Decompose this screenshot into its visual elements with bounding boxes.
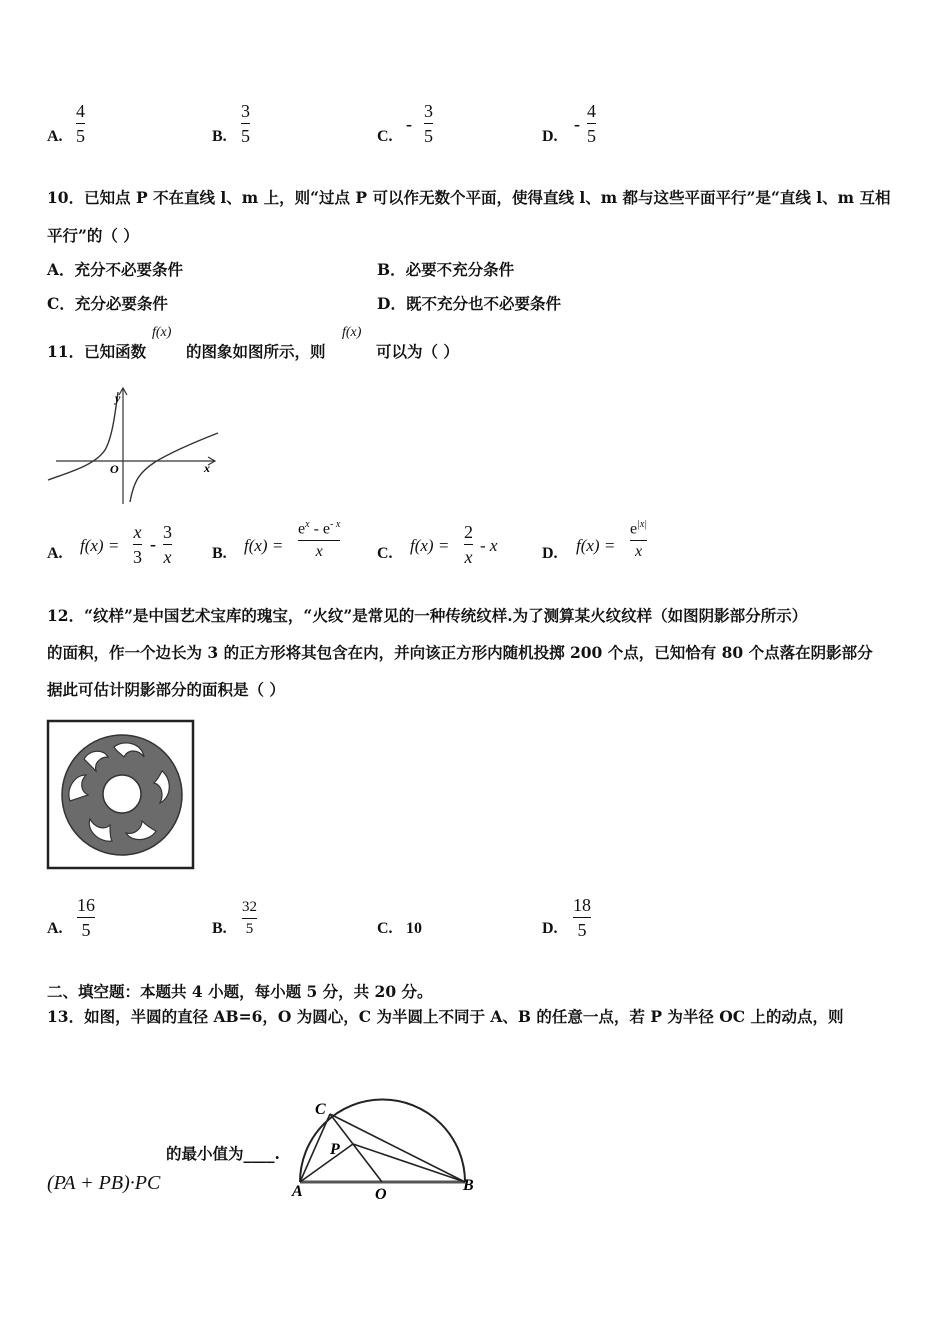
- q13-stem-tail: 的最小值为____.: [166, 1144, 280, 1163]
- q12-option-d-fraction: [573, 896, 591, 939]
- q12-option-b-label[interactable]: B.: [212, 920, 227, 937]
- q11-option-c-label[interactable]: C.: [377, 545, 393, 562]
- q10-option-c[interactable]: C．充分必要条件: [47, 294, 168, 313]
- y-axis-label: y: [115, 391, 121, 405]
- q11-option-c-rest: - x: [480, 536, 498, 555]
- q12-option-a-label[interactable]: A.: [47, 920, 63, 937]
- q10-option-a[interactable]: A．充分不必要条件: [47, 260, 184, 279]
- q12-option-b-fraction: [242, 900, 257, 937]
- q11-option-b-lhs: f(x) =: [244, 536, 284, 555]
- q9-option-a-label[interactable]: A.: [47, 128, 63, 145]
- q11-option-d-lhs: f(x) =: [576, 536, 616, 555]
- q11-stem-prefix: 11．已知函数: [47, 342, 147, 361]
- denominator: x: [634, 543, 643, 561]
- numerator: 4: [76, 101, 85, 121]
- q10-stem-line2: 平行”的（ ）: [47, 226, 139, 245]
- q11-stem-suffix: 可以为（ ）: [376, 342, 459, 361]
- numerator: 18: [573, 895, 591, 915]
- x-axis-label: x: [204, 461, 210, 475]
- q11-option-a-op: -: [150, 534, 156, 554]
- q12-option-d-label[interactable]: D.: [542, 920, 558, 937]
- q10-stem-line1: 10．已知点 P 不在直线 l、m 上，则“过点 P 可以作无数个平面，使得直线 l、m 都与这些平面平行”是“直线 l、m 互相: [47, 188, 891, 207]
- q9-option-d-label[interactable]: D.: [542, 128, 558, 145]
- point-c-label: C: [315, 1101, 326, 1118]
- section2-heading: 二、填空题：本题共 4 小题，每小题 5 分，共 20 分。: [47, 982, 433, 1001]
- q9-option-c-fraction: [424, 102, 433, 145]
- q12-stem-line1: 12．“纹样”是中国艺术宝库的瑰宝，“火纹”是常见的一种传统纹样.为了测算某火纹纹样（如图阴影部分所示）: [47, 606, 808, 625]
- origin-label: O: [110, 462, 119, 476]
- q11-option-a-frac1: [133, 523, 142, 566]
- q11-option-a-label[interactable]: A.: [47, 545, 63, 562]
- q9-option-d-sign: -: [574, 114, 580, 134]
- denominator: x: [163, 547, 172, 567]
- q9-option-c-sign: -: [406, 114, 412, 134]
- center-hole: [103, 775, 141, 813]
- denominator: 5: [241, 126, 250, 146]
- q11-option-b-label[interactable]: B.: [212, 545, 227, 562]
- numerator: 16: [77, 895, 95, 915]
- numerator: 2: [464, 522, 473, 542]
- q11-stem-middle: 的图象如图所示，则: [186, 342, 326, 361]
- point-a-label: A: [292, 1183, 303, 1200]
- q12-option-a-fraction: [77, 896, 95, 939]
- q12-stem-line3: 据此可估计阴影部分的面积是（ ）: [47, 680, 285, 699]
- q11-option-c-fraction: [464, 523, 473, 566]
- denominator: x: [464, 547, 473, 567]
- q13-semicircle-figure: [285, 1092, 485, 1204]
- denominator: 5: [424, 126, 433, 146]
- q10-option-b[interactable]: B．必要不充分条件: [377, 260, 515, 279]
- denominator: 5: [81, 920, 91, 940]
- numerator: 3: [424, 101, 433, 121]
- q12-option-c-label[interactable]: C.: [377, 920, 393, 937]
- q11-fx-1: f(x): [152, 325, 172, 340]
- q13-expression: (PA + PB)·PC: [47, 1172, 161, 1194]
- point-p-label: P: [330, 1141, 340, 1158]
- numerator: $e^x - e^{- x}$: [298, 519, 341, 538]
- segment-cb: [330, 1114, 465, 1182]
- q9-option-d-fraction: [587, 102, 596, 145]
- q12-stem-line2: 的面积，作一个边长为 3 的正方形将其包含在内，并向该正方形内随机投掷 200 个点，已知恰有 80 个点落在阴影部分: [47, 643, 873, 662]
- q12-fire-pattern-figure: [46, 719, 196, 871]
- q9-option-b-label[interactable]: B.: [212, 128, 227, 145]
- numerator: x: [133, 522, 142, 542]
- numerator: $e^{|x|}$: [630, 519, 648, 538]
- q11-option-c-lhs: f(x) =: [410, 536, 450, 555]
- numerator: 3: [163, 522, 172, 542]
- point-b-label: B: [463, 1177, 474, 1194]
- segment-pb: [353, 1144, 465, 1182]
- curve-left-branch: [48, 392, 118, 480]
- point-o-label: O: [375, 1186, 387, 1203]
- q11-option-b-fraction: [298, 520, 340, 560]
- q9-option-c-label[interactable]: C.: [377, 128, 393, 145]
- denominator: x: [315, 543, 323, 561]
- denominator: 5: [245, 921, 254, 937]
- q11-option-d-fraction: [630, 520, 647, 560]
- q9-option-a-fraction: [76, 102, 85, 145]
- q12-option-c-value: 10: [406, 920, 422, 937]
- q9-option-b-fraction: [241, 102, 250, 145]
- q11-fx-2: f(x): [342, 325, 362, 340]
- q10-option-d[interactable]: D．既不充分也不必要条件: [377, 294, 561, 313]
- q13-stem-line1: 13．如图，半圆的直径 AB=6，O 为圆心，C 为半圆上不同于 A、B 的任意一点，若 P 为半径 OC 上的动点，则: [47, 1007, 844, 1026]
- denominator: 3: [133, 547, 142, 567]
- numerator: 3: [241, 101, 250, 121]
- numerator: 32: [242, 899, 257, 915]
- denominator: 5: [76, 126, 85, 146]
- denominator: 5: [577, 920, 587, 940]
- denominator: 5: [587, 126, 596, 146]
- q11-option-a-lhs: f(x) =: [80, 536, 120, 555]
- q11-option-d-label[interactable]: D.: [542, 545, 558, 562]
- numerator: 4: [587, 101, 596, 121]
- q11-option-a-frac2: [163, 523, 172, 566]
- q11-function-graph: [40, 380, 230, 510]
